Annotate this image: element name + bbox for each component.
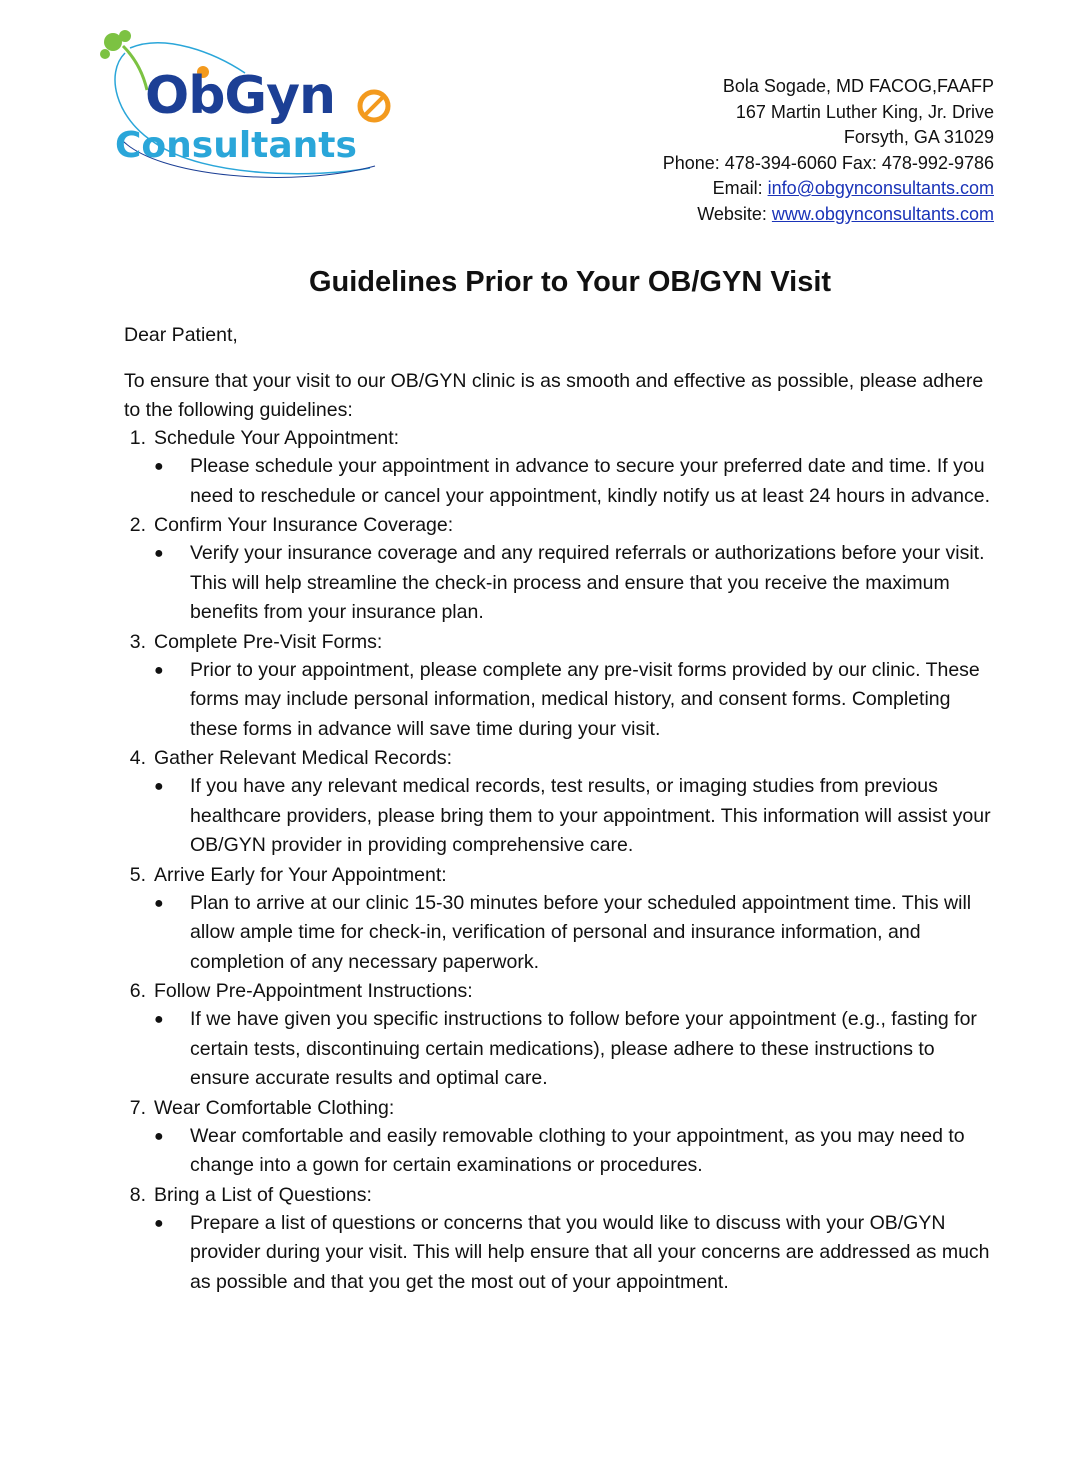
bullet-icon: ● — [154, 458, 164, 475]
bullet-icon: ● — [154, 1127, 164, 1145]
guideline-text: If we have given you specific instructions to follow before your appointment (e.g., fasting for certain tests, discontinuing certain medications), please adhere to these instructions to ensure accurate results and optimal care. — [190, 1008, 977, 1089]
bullet-icon: ● — [154, 661, 164, 679]
guideline-number: 2. — [129, 514, 146, 536]
guideline-bullet — [152, 772, 992, 861]
guideline-heading: Bring a List of Questions: — [154, 1183, 372, 1206]
website-label: Website: — [697, 203, 772, 224]
guideline-bullet — [152, 452, 992, 511]
guideline-number: 8. — [129, 1183, 146, 1206]
guideline-heading-row — [112, 977, 992, 1005]
bullet-icon: ● — [154, 545, 164, 562]
guideline-heading-row — [112, 424, 992, 452]
guideline-item — [112, 861, 992, 978]
guideline-heading-row — [112, 1094, 992, 1122]
guideline-heading: Schedule Your Appointment: — [154, 427, 400, 449]
salutation: Dear Patient, — [124, 324, 238, 346]
guideline-text: Wear comfortable and easily removable clothing to your appointment, as you may need to change into a gown for certain examinations or procedures. — [190, 1124, 965, 1176]
email-link[interactable]: info@obgynconsultants.com — [767, 178, 994, 198]
guideline-number: 4. — [129, 747, 146, 769]
guideline-heading: Wear Comfortable Clothing: — [154, 1096, 395, 1119]
email-line — [663, 176, 994, 202]
guideline-heading-row — [112, 1181, 992, 1209]
guideline-text: Prior to your appointment, please complete any pre-visit forms provided by our clinic. These forms may include personal information, medical history, and consent forms. Completing these forms in advance will save time during your visit. — [190, 658, 980, 740]
phone-fax: Phone: 478-394-6060 Fax: 478-992-9786 — [662, 152, 994, 173]
guideline-text: Prepare a list of questions or concerns that you would like to discuss with your OB/GYN provider during your visit. This will help ensure that all your concerns are addressed as much as possible and that you get the most out of your appointment. — [190, 1211, 990, 1293]
guideline-heading: Arrive Early for Your Appointment: — [154, 863, 447, 886]
website-line — [663, 202, 994, 228]
guideline-heading: Confirm Your Insurance Coverage: — [154, 514, 454, 536]
bullet-icon: ● — [154, 1011, 164, 1028]
guideline-bullet — [152, 1005, 992, 1094]
bullet-icon: ● — [154, 778, 164, 795]
guideline-heading: Follow Pre-Appointment Instructions: — [154, 980, 473, 1002]
guideline-heading-row — [112, 511, 992, 539]
guideline-text: Plan to arrive at our clinic 15-30 minutes before your scheduled appointment time. This will allow ample time for check-in, verification of personal and insurance information, and completion of any necessary paperwork. — [190, 891, 972, 973]
guideline-bullet — [152, 539, 992, 628]
guideline-text: Please schedule your appointment in advance to secure your preferred date and time. If you need to reschedule or cancel your appointment, kindly notify us at least 24 hours in advance. — [190, 455, 990, 507]
guideline-item — [112, 977, 992, 1094]
guideline-text: Verify your insurance coverage and any required referrals or authorizations before your visit. This will help streamline the check-in process and ensure that you receive the maximum benefits from your insurance plan. — [190, 542, 985, 623]
guideline-item — [112, 1181, 992, 1298]
guideline-item — [112, 424, 992, 511]
guideline-item — [112, 744, 992, 861]
guideline-text: If you have any relevant medical records, test results, or imaging studies from previous healthcare providers, please bring them to your appointment. This information will assist your OB/GYN provider in providing comprehensive care. — [190, 775, 991, 856]
guideline-bullet — [152, 1209, 992, 1298]
guideline-number: 7. — [129, 1096, 146, 1119]
address-line-2: Forsyth, GA 31029 — [843, 127, 994, 147]
logo-wordmark-consultants: Consultants — [115, 125, 357, 166]
guideline-heading: Complete Pre-Visit Forms: — [154, 630, 383, 653]
contact-block — [663, 74, 994, 227]
bullet-icon: ● — [154, 1214, 164, 1232]
guideline-bullet — [152, 656, 992, 745]
guideline-heading: Gather Relevant Medical Records: — [154, 747, 453, 769]
email-label: Email: — [712, 178, 768, 198]
guideline-number: 6. — [129, 980, 146, 1002]
address-line-1: 167 Martin Luther King, Jr. Drive — [735, 101, 994, 122]
guideline-number: 1. — [129, 427, 146, 449]
doctor-name: Bola Sogade, MD FACOG,FAAFP — [722, 76, 994, 96]
guideline-item — [112, 1094, 992, 1181]
guideline-item — [112, 628, 992, 745]
page-title: Guidelines Prior to Your OB/GYN Visit — [308, 266, 832, 298]
obgyn-consultants-logo — [95, 28, 405, 188]
guideline-number: 3. — [129, 630, 146, 653]
guideline-item — [112, 511, 992, 628]
guideline-heading-row — [112, 744, 992, 772]
guideline-bullet — [152, 1122, 992, 1181]
guideline-heading-row — [112, 628, 992, 656]
guideline-heading-row — [112, 861, 992, 889]
guideline-number: 5. — [129, 863, 146, 886]
guidelines-list — [112, 424, 992, 1297]
bullet-icon: ● — [154, 894, 164, 912]
logo-wordmark-obgyn: ObGyn — [145, 66, 336, 126]
website-link[interactable]: www.obgynconsultants.com — [771, 203, 994, 224]
intro-paragraph: To ensure that your visit to our OB/GYN clinic is as smooth and effective as possible, please adhere to the following guidelines: — [124, 370, 984, 421]
guideline-bullet — [152, 889, 992, 978]
